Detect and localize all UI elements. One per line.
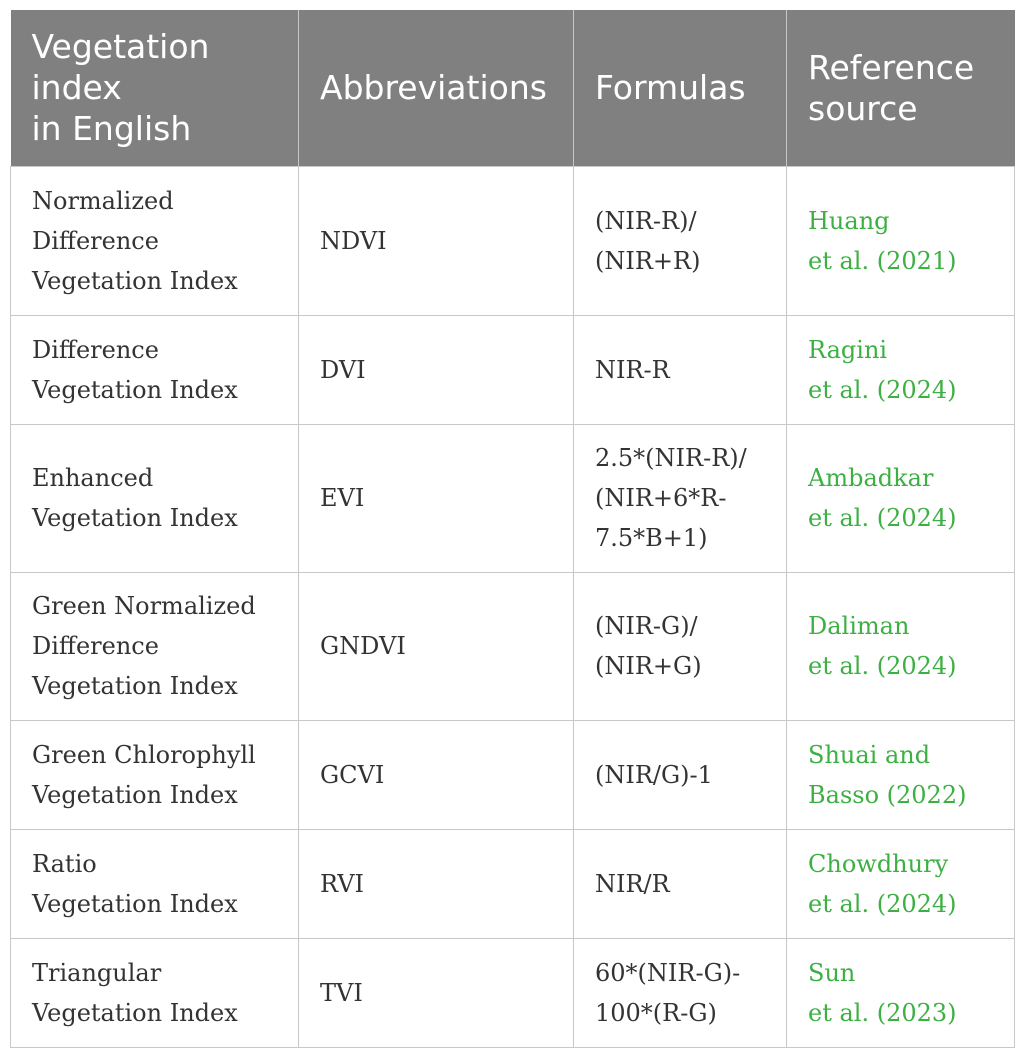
formula-cell: 60*(NIR-G)- 100*(R-G) (574, 938, 787, 1047)
header-formulas: Formulas (574, 10, 787, 166)
formula-cell: NIR/R (574, 829, 787, 938)
reference-link[interactable]: Huang et al. (2021) (787, 166, 1015, 315)
abbreviation-cell: GNDVI (299, 572, 574, 720)
table-row (11, 424, 1015, 572)
table-row (11, 572, 1015, 720)
abbreviation-cell: RVI (299, 829, 574, 938)
table-row (11, 720, 1015, 829)
formula-cell: 2.5*(NIR-R)/ (NIR+6*R- 7.5*B+1) (574, 424, 787, 572)
reference-link[interactable]: Ambadkar et al. (2024) (787, 424, 1015, 572)
reference-link[interactable]: Ragini et al. (2024) (787, 315, 1015, 424)
reference-link[interactable]: Shuai and Basso (2022) (787, 720, 1015, 829)
index-name-cell: Difference Vegetation Index (11, 315, 299, 424)
reference-link[interactable]: Chowdhury et al. (2024) (787, 829, 1015, 938)
abbreviation-cell: NDVI (299, 166, 574, 315)
table-row (11, 829, 1015, 938)
table-body (11, 166, 1015, 1047)
header-vegetation-index: Vegetation index in English (11, 10, 299, 166)
index-name-cell: Green Normalized Difference Vegetation Index (11, 572, 299, 720)
index-name-cell: Enhanced Vegetation Index (11, 424, 299, 572)
formula-cell: NIR-R (574, 315, 787, 424)
header-abbreviations: Abbreviations (299, 10, 574, 166)
abbreviation-cell: TVI (299, 938, 574, 1047)
table-row (11, 938, 1015, 1047)
abbreviation-cell: EVI (299, 424, 574, 572)
formula-cell: (NIR-R)/ (NIR+R) (574, 166, 787, 315)
reference-link[interactable]: Sun et al. (2023) (787, 938, 1015, 1047)
index-name-cell: Green Chlorophyll Vegetation Index (11, 720, 299, 829)
header-row (11, 10, 1015, 166)
table-row (11, 315, 1015, 424)
index-name-cell: Ratio Vegetation Index (11, 829, 299, 938)
abbreviation-cell: DVI (299, 315, 574, 424)
index-name-cell: Triangular Vegetation Index (11, 938, 299, 1047)
table-header (11, 10, 1015, 166)
reference-link[interactable]: Daliman et al. (2024) (787, 572, 1015, 720)
abbreviation-cell: GCVI (299, 720, 574, 829)
header-reference-source: Reference source (787, 10, 1015, 166)
index-name-cell: Normalized Difference Vegetation Index (11, 166, 299, 315)
vegetation-index-table (10, 10, 1015, 1048)
formula-cell: (NIR/G)-1 (574, 720, 787, 829)
table-row (11, 166, 1015, 315)
formula-cell: (NIR-G)/ (NIR+G) (574, 572, 787, 720)
